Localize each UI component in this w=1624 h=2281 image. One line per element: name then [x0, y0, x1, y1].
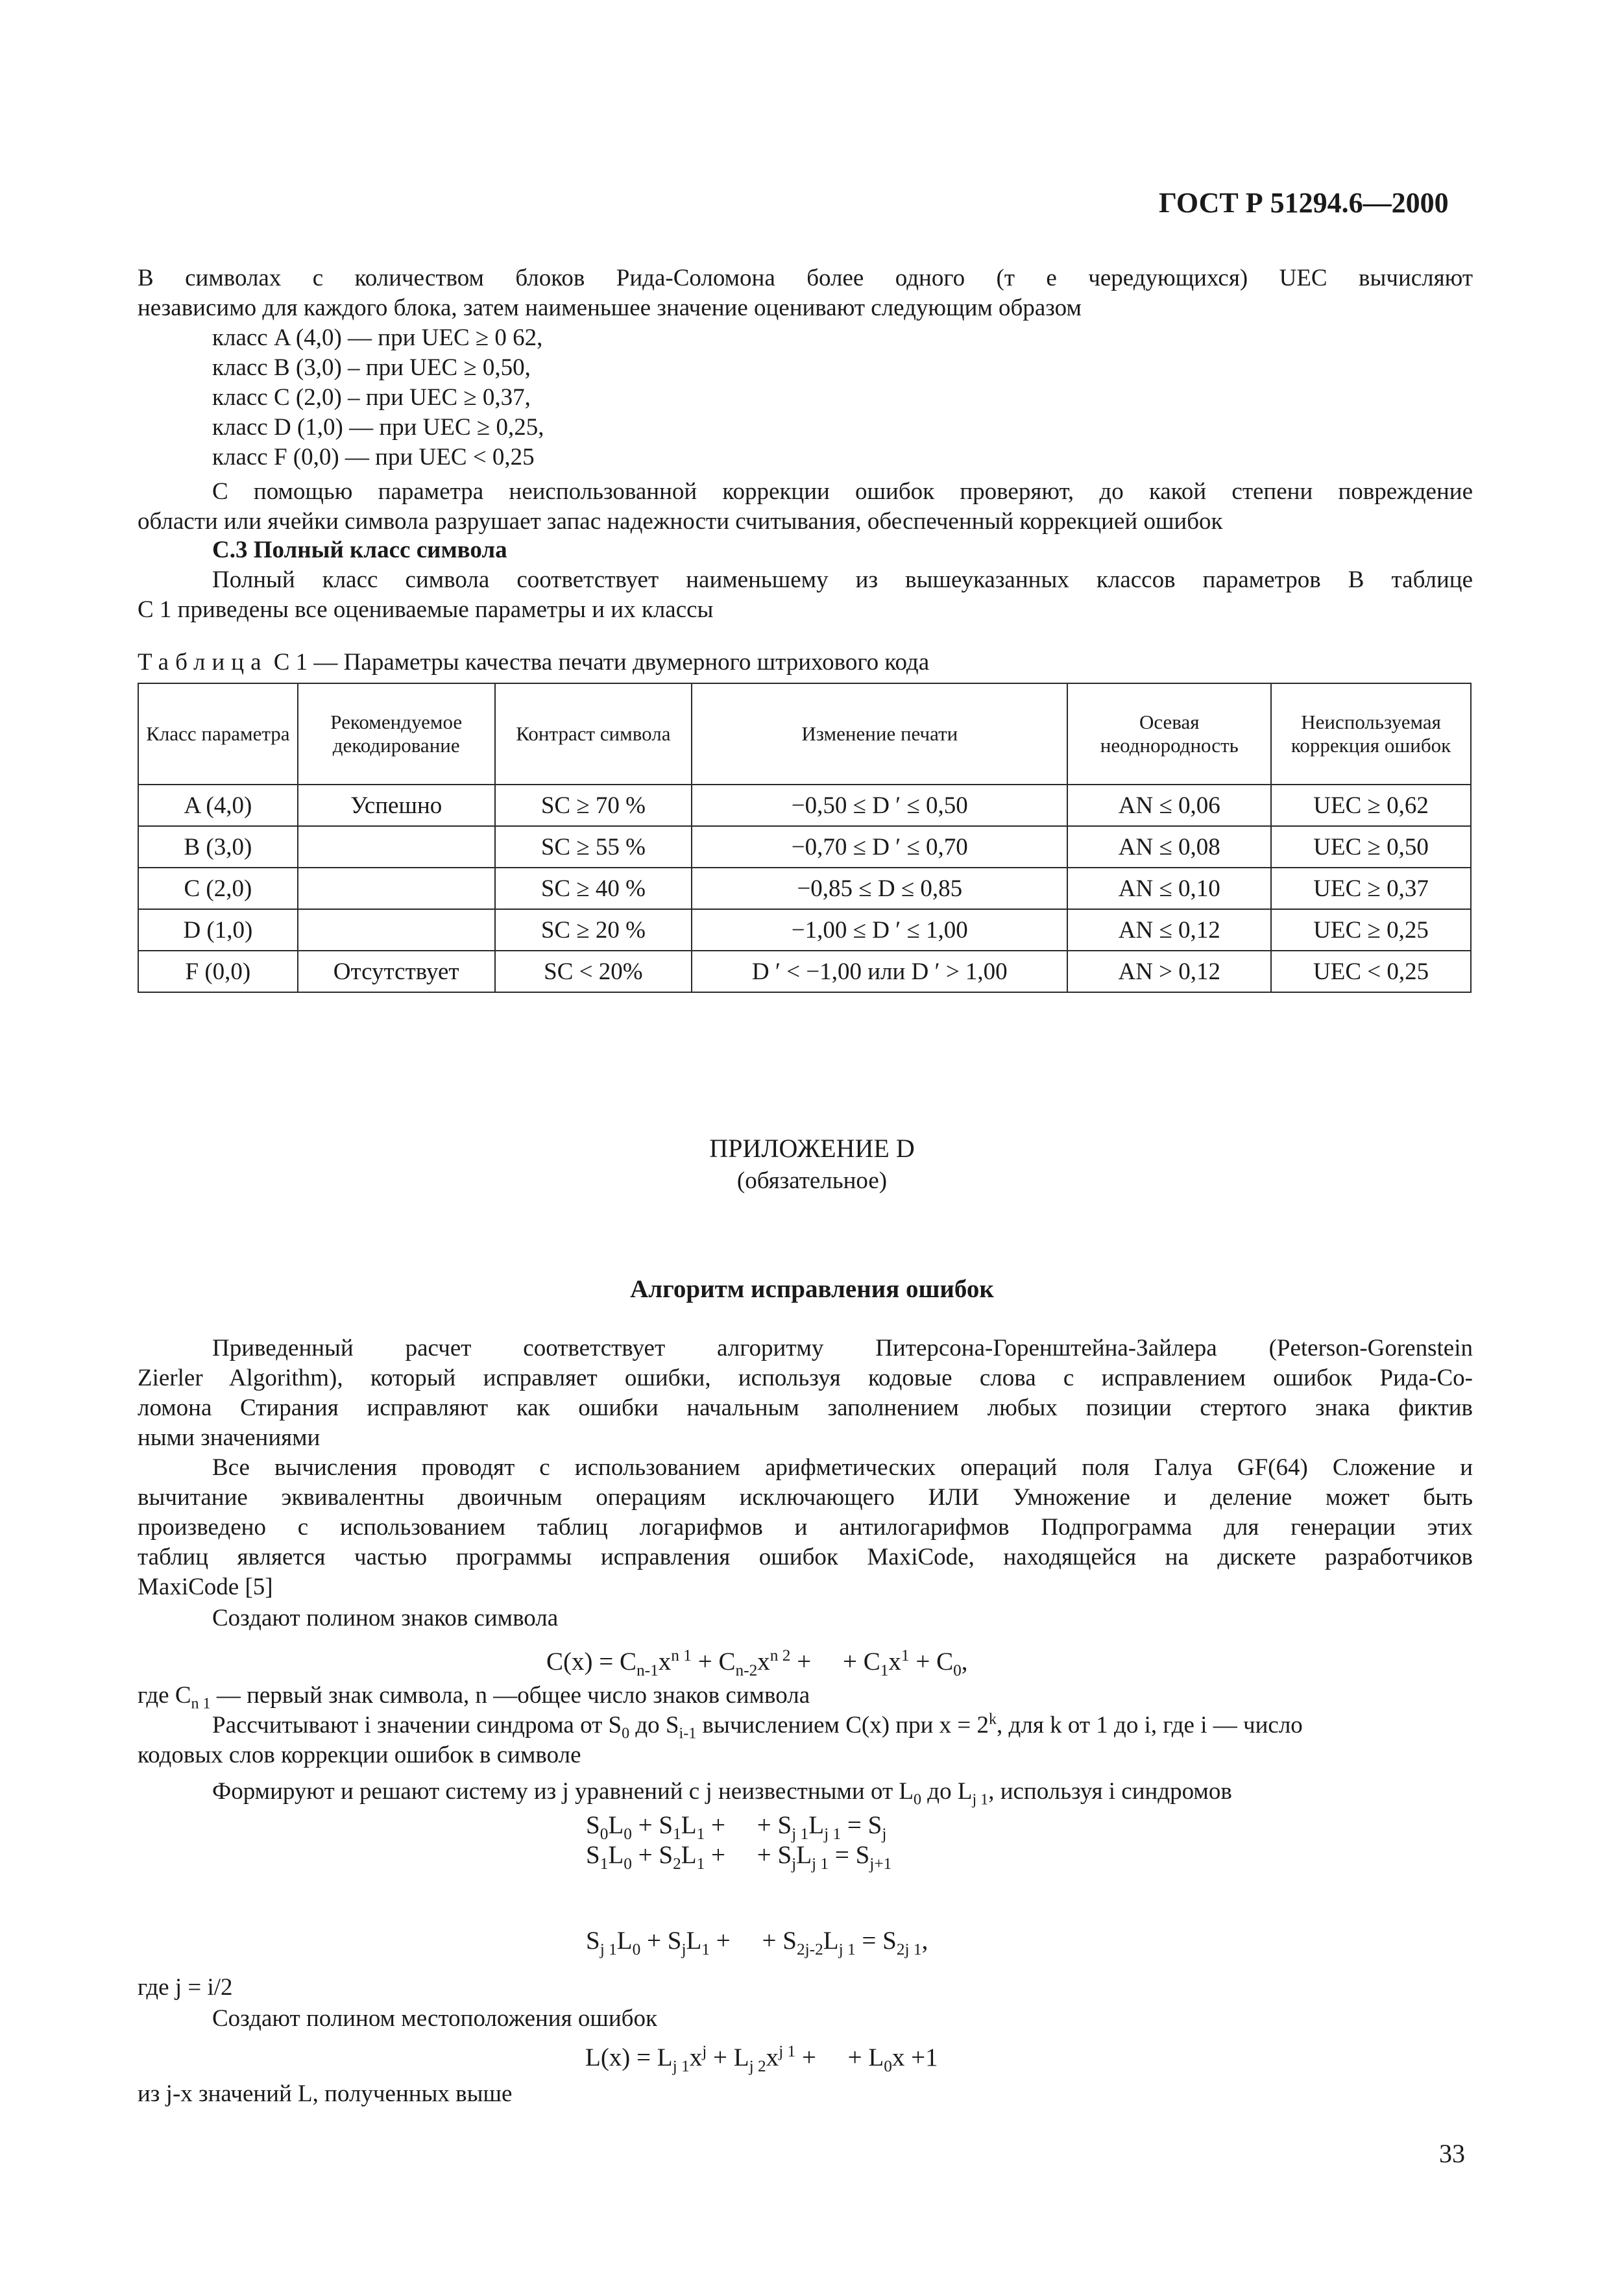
- formula-equation: $S_{j 1}L_0 + S_jL_1$ + + $S_{2j-2}L_{j 1} = S_{2j 1}$,: [586, 1927, 928, 1958]
- class-item: класс F (0,0) — при UEC < 0,25: [212, 444, 535, 470]
- document-header: ГОСТ Р 51294.6—2000: [1159, 187, 1449, 219]
- paragraph-line: произведено с использованием таблиц логарифмов и антилогарифмов Подпрограмма для генерации этих: [138, 1514, 1473, 1541]
- c3-line-2: С 1 приведены все оцениваемые параметры и их классы: [138, 596, 714, 623]
- table-cell: UEC ≥ 0,50: [1271, 826, 1471, 868]
- table-caption-label: Таблица: [138, 649, 268, 676]
- intro-line-1: В символах с количеством блоков Рида-Соломона более одного (т е чередующихся) UEC вычисляют: [138, 265, 1473, 291]
- table-cell: SC ≥ 55 %: [495, 826, 692, 868]
- class-item: класс D (1,0) — при UEC ≥ 0,25,: [212, 414, 544, 441]
- paragraph-line: Приведенный расчет соответствует алгоритму Питерсона-Горенштейна-Зайлера (Peterson-Gorenstein: [212, 1335, 1473, 1361]
- table-row: [138, 785, 1471, 826]
- where-c-text: — первый знак символа, n —общее число знаков символа: [210, 1682, 810, 1709]
- where-c-prefix: где C: [138, 1682, 191, 1709]
- section-c3-heading: С.3 Полный класс символа: [212, 537, 507, 563]
- paragraph-line: вычитание эквивалентны двоичным операциям исключающего ИЛИ Умножение и деление может быть: [138, 1484, 1473, 1511]
- intro-line-2: независимо для каждого блока, затем наименьшее значение оценивают следующим образом: [138, 295, 1082, 321]
- table-cell: AN ≤ 0,06: [1067, 785, 1271, 826]
- class-item: класс C (2,0) – при UEC ≥ 0,37,: [212, 384, 531, 411]
- paragraph-line: Создают полином местоположения ошибок: [212, 2005, 657, 2032]
- paragraph-line: где j = i/2: [138, 1974, 233, 2001]
- system-text-b: до L: [921, 1778, 973, 1805]
- paragraph-line: где $C_{n 1}$ — первый знак символа, n —общее число знаков символа: [138, 1682, 810, 1713]
- paragraph-line: Все вычисления проводят с использованием арифметических операций поля Галуа GF(64) Сложение и: [212, 1454, 1473, 1481]
- table-cell: SC ≥ 70 %: [495, 785, 692, 826]
- table-cell: [298, 909, 495, 951]
- paragraph-line: Рассчитывают i значении синдрома от $S_0$ до $S_{i-1}$ вычислением C(x) при $x = 2^k$, для k от 1 до i, где i — число: [212, 1711, 1303, 1742]
- table-cell: A (4,0): [138, 785, 298, 826]
- table-cell: −0,70 ≤ D ′ ≤ 0,70: [692, 826, 1067, 868]
- table-caption-text: С 1 — Параметры качества печати двумерного штрихового кода: [273, 649, 930, 676]
- table-row: [138, 826, 1471, 868]
- column-header: Изменение печати: [692, 683, 1067, 785]
- uec-text-line-1: С помощью параметра неиспользованной коррекции ошибок проверяют, до какой степени повреждение: [212, 478, 1473, 505]
- paragraph-line: таблиц является частью программы исправления ошибок MaxiCode, находящейся на дискете разработчиков: [138, 1544, 1473, 1570]
- table-cell: D ′ < −1,00 или D ′ > 1,00: [692, 951, 1067, 992]
- table-row: [138, 951, 1471, 992]
- table-cell: UEC ≥ 0,37: [1271, 868, 1471, 909]
- table-cell: −0,85 ≤ D ≤ 0,85: [692, 868, 1067, 909]
- system-text-a: Формируют и решают систему из j уравнений с j неизвестными от L: [212, 1778, 914, 1805]
- table-cell: AN ≤ 0,12: [1067, 909, 1271, 951]
- table-caption: [138, 648, 929, 677]
- table-cell: Успешно: [298, 785, 495, 826]
- table-cell: C (2,0): [138, 868, 298, 909]
- quality-parameters-table: [138, 683, 1472, 993]
- class-item: класс A (4,0) — при UEC ≥ 0 62,: [212, 324, 543, 351]
- class-item: класс B (3,0) – при UEC ≥ 0,50,: [212, 354, 531, 381]
- table-cell: SC ≥ 40 %: [495, 868, 692, 909]
- table-row: [138, 909, 1471, 951]
- paragraph-line: Создают полином знаков символа: [212, 1605, 559, 1631]
- table-cell: [298, 826, 495, 868]
- appendix-title: ПРИЛОЖЕНИЕ D: [709, 1134, 915, 1163]
- formula-equation: $S_1L_0 + S_2L_1$ + + $S_jL_{j 1} = S_{j+1}$: [586, 1841, 892, 1873]
- table-cell: B (3,0): [138, 826, 298, 868]
- table-cell: UEC < 0,25: [1271, 951, 1471, 992]
- column-header: Осевая неоднородность: [1067, 683, 1271, 785]
- formula-equation: $S_0L_0 + S_1L_1$ + + $S_{j 1}L_{j 1} = S_j$: [586, 1811, 887, 1843]
- table-cell: F (0,0): [138, 951, 298, 992]
- table-cell: SC < 20%: [495, 951, 692, 992]
- table-cell: AN ≤ 0,10: [1067, 868, 1271, 909]
- column-header: Класс параметра: [138, 683, 298, 785]
- table-cell: UEC ≥ 0,62: [1271, 785, 1471, 826]
- syndrome-text-c: вычислением C(x) при x = 2: [696, 1712, 989, 1738]
- page-number: 33: [1439, 2139, 1465, 2168]
- paragraph-line: ными значениями: [138, 1424, 321, 1451]
- table-header-row: [138, 683, 1471, 785]
- syndrome-text-a: Рассчитывают i значении синдрома от S: [212, 1712, 622, 1738]
- table-cell: [298, 868, 495, 909]
- table-cell: AN ≤ 0,08: [1067, 826, 1271, 868]
- syndrome-text-d: , для k от 1 до i, где i — число: [997, 1712, 1303, 1738]
- uec-text-line-2: области или ячейки символа разрушает запас надежности считывания, обеспеченный коррекцией ошибок: [138, 508, 1223, 535]
- table-cell: SC ≥ 20 %: [495, 909, 692, 951]
- formula-error-locator: $L(x) = L_{j 1}x^j + L_{j 2}x^{j 1}$ + + $L_0x +1$: [585, 2042, 938, 2075]
- appendix-subtitle: (обязательное): [736, 1167, 888, 1194]
- system-text-c: , используя i синдромов: [988, 1778, 1232, 1805]
- syndrome-text-b: до S: [629, 1712, 679, 1738]
- paragraph-line: Zierler Algorithm), который исправляет ошибки, используя кодовые слова с исправлением ошибок Рида-Со-: [138, 1365, 1473, 1391]
- paragraph-line: ломона Стирания исправляют как ошибки начальным заполнением любых позиции стертого знака фиктив: [138, 1395, 1473, 1421]
- table-cell: UEC ≥ 0,25: [1271, 909, 1471, 951]
- table-cell: Отсутствует: [298, 951, 495, 992]
- table-row: [138, 868, 1471, 909]
- table-cell: −1,00 ≤ D ′ ≤ 1,00: [692, 909, 1067, 951]
- formula-symbol-polynomial: $C(x) = C_{n-1}x^{n 1} + C_{n-2}x^{n 2}$ + + $C_1x^1 + C_0$,: [546, 1646, 968, 1679]
- paragraph-line: Формируют и решают систему из j уравнений с j неизвестными от $L_0$ до $L_{j 1}$, используя i синдромов: [212, 1778, 1232, 1809]
- paragraph-line: кодовых слов коррекции ошибок в символе: [138, 1742, 581, 1768]
- column-header: Контраст символа: [495, 683, 692, 785]
- appendix-heading: Алгоритм исправления ошибок: [630, 1275, 994, 1303]
- table-cell: −0,50 ≤ D ′ ≤ 0,50: [692, 785, 1067, 826]
- paragraph-line: MaxiCode [5]: [138, 1574, 273, 1600]
- table-cell: D (1,0): [138, 909, 298, 951]
- paragraph-line: из j-х значений L, полученных выше: [138, 2080, 513, 2107]
- table-cell: AN > 0,12: [1067, 951, 1271, 992]
- column-header: Неиспользуемая коррекция ошибок: [1271, 683, 1471, 785]
- c3-line-1: Полный класс символа соответствует наименьшему из вышеуказанных классов параметров В таблице: [212, 567, 1473, 593]
- column-header: Рекомендуемое декодирование: [298, 683, 495, 785]
